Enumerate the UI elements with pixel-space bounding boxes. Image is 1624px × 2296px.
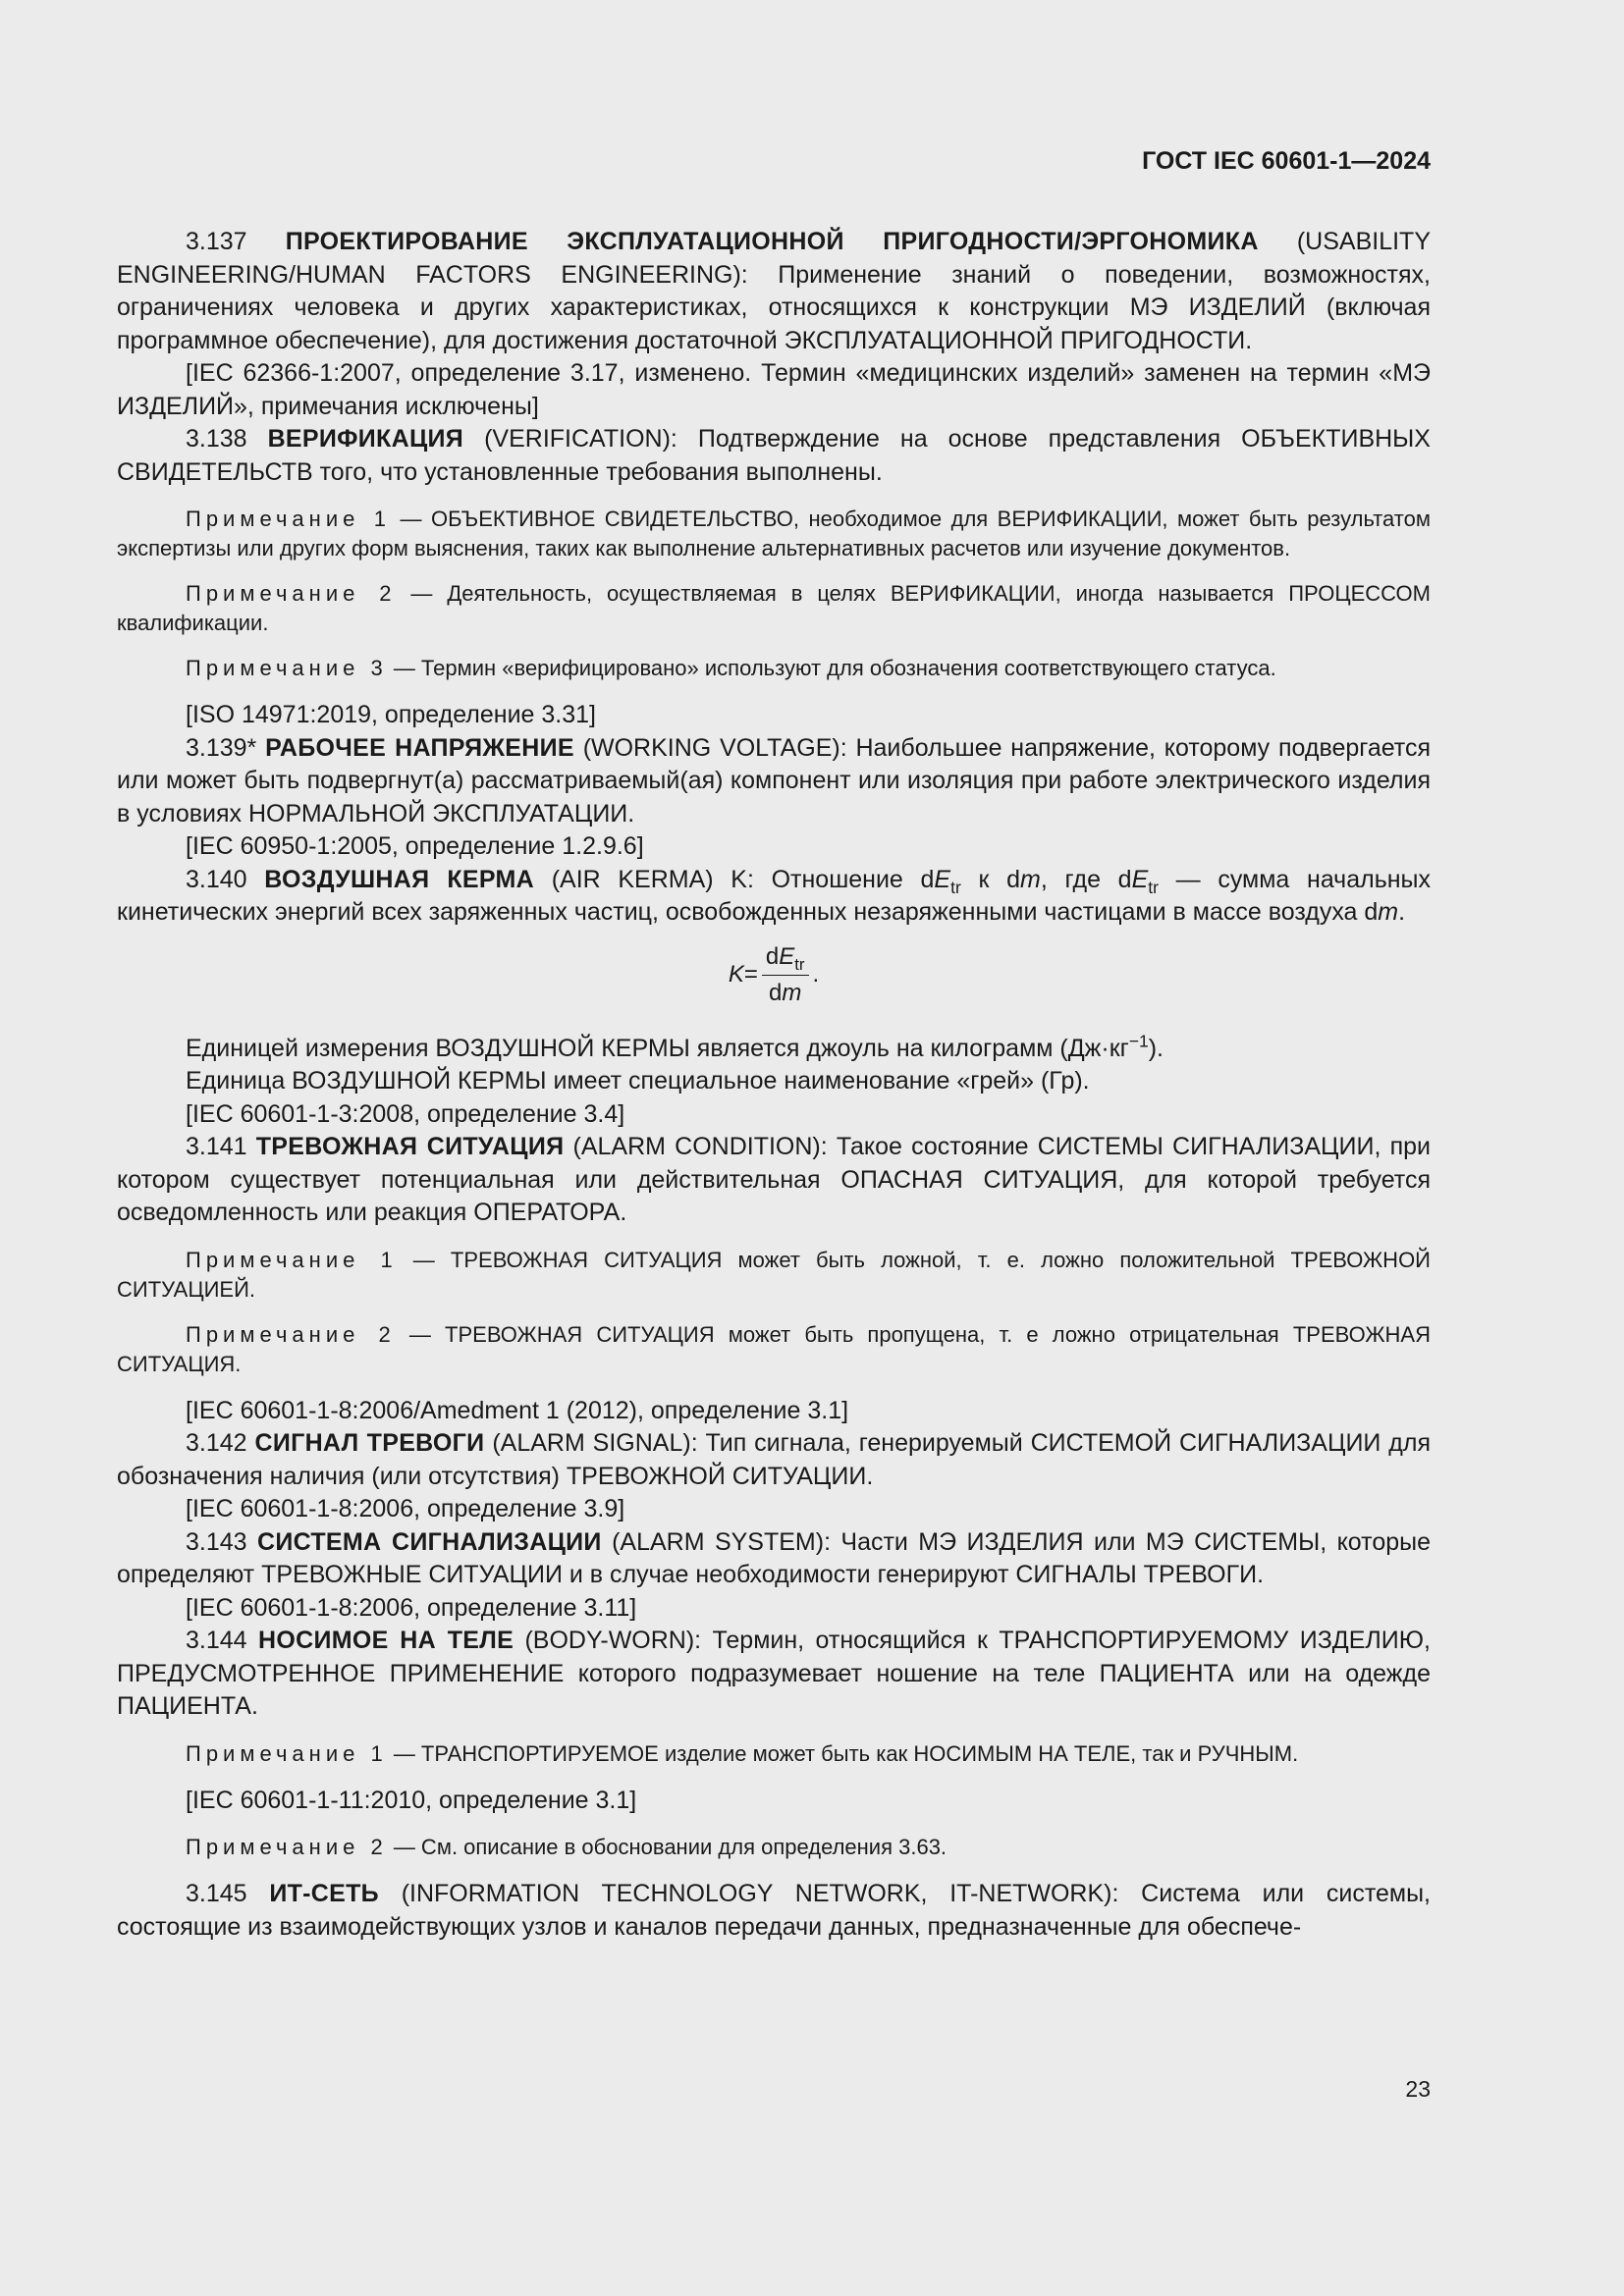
document-code-header: ГОСТ IEC 60601-1—2024: [1142, 147, 1431, 175]
formula-m: m: [782, 979, 802, 1006]
term-title: ВЕРИФИКАЦИЯ: [267, 425, 464, 453]
term-title: СИГНАЛ ТРЕВОГИ: [254, 1429, 485, 1457]
note-label: Примечание 2: [186, 581, 397, 606]
fraction-numerator: [762, 943, 809, 976]
note-label: Примечание 2: [186, 1835, 388, 1859]
note-label: Примечание 2: [186, 1321, 396, 1347]
formula-d: d: [769, 979, 783, 1006]
term-number: 3.145: [186, 1880, 247, 1907]
definition-3-141: [117, 1131, 1431, 1230]
note-text: — ТРЕВОЖНАЯ СИТУАЦИЯ может быть пропущена, т. е ложно отрицательная ТРЕВОЖНАЯ СИТУАЦИЯ.: [117, 1321, 1431, 1376]
note: [117, 1739, 1431, 1769]
unit-text: Единицей измерения ВОЗДУШНОЙ КЕРМЫ является джоуль на килограмм (Дж·кг: [186, 1034, 1129, 1062]
definition-3-145: [117, 1878, 1431, 1944]
term-number: 3.137: [186, 228, 247, 255]
note-text: — См. описание в обосновании для определения 3.63.: [393, 1835, 947, 1859]
term-definition: (ALARM SIGNAL): Тип сигнала, генерируемый СИСТЕМОЙ СИГНАЛИЗАЦИИ для обозначения наличия (или отсутствия) ТРЕВОЖНОЙ СИТУАЦИИ.: [117, 1429, 1431, 1490]
term-number: 3.144: [186, 1627, 247, 1654]
formula-e: E: [779, 942, 795, 970]
page-number: 23: [1405, 2076, 1431, 2102]
source-reference: [IEC 60601-1-3:2008, определение 3.4]: [186, 1099, 625, 1128]
term-title: ТРЕВОЖНАЯ СИТУАЦИЯ: [255, 1133, 565, 1160]
term-title: СИСТЕМА СИГНАЛИЗАЦИИ: [256, 1527, 602, 1556]
note-text: — ТРАНСПОРТИРУЕМОЕ изделие может быть как НОСИМЫМ НА ТЕЛЕ, так и РУЧНЫМ.: [393, 1740, 1299, 1766]
term-definition: (BODY-WORN): Термин, относящийся к ТРАНСПОРТИРУЕМОМУ ИЗДЕЛИЮ, ПРЕДУСМОТРЕННОЕ ПРИМЕНЕНИЕ которого подразумевает ношение на теле ПАЦИЕНТА или на одежде ПАЦИЕНТА.: [117, 1627, 1431, 1720]
source-reference: [IEC 60601-1-11:2010, определение 3.1]: [186, 1786, 637, 1814]
note-label: Примечание 1: [186, 507, 392, 531]
note-text: — Деятельность, осуществляемая в целях ВЕРИФИКАЦИИ, иногда называется ПРОЦЕССОМ квалификации.: [117, 581, 1431, 635]
term-number: 3.142: [186, 1429, 247, 1457]
term-number: 3.141: [186, 1133, 247, 1160]
note: [117, 579, 1431, 638]
term-title: ИТ-СЕТЬ: [269, 1880, 379, 1907]
term-number: 3.138: [186, 425, 247, 453]
note-label: Примечание 3: [186, 656, 388, 680]
term-title: НОСИМОЕ НА ТЕЛЕ: [257, 1627, 514, 1654]
subscript-tr: tr: [950, 877, 961, 897]
definition-3-143: [117, 1526, 1431, 1592]
unit-name-statement: Единица ВОЗДУШНОЙ КЕРМЫ имеет специальное наименование «грей» (Гр).: [186, 1067, 1090, 1095]
definition-3-138: [117, 423, 1431, 489]
term-definition-part: , где d: [1040, 865, 1132, 893]
term-number: 3.140: [186, 865, 247, 893]
formula-air-kerma: [117, 943, 1431, 1007]
term-number: 3.139*: [186, 733, 257, 762]
source-reference: [IEC 60950-1:2005, определение 1.2.9.6]: [186, 832, 644, 860]
symbol-e: E: [934, 865, 951, 893]
fraction-denominator: [765, 976, 805, 1007]
formula-k: K: [728, 961, 744, 988]
source-reference: [IEC 62366-1:2007, определение 3.17, изменено. Термин «медицинских изделий» заменен на термин «МЭ ИЗДЕЛИЙ», примечания исключены]: [117, 359, 1431, 420]
definition-3-137: [117, 226, 1431, 357]
note: [117, 1320, 1431, 1379]
symbol-m: m: [1020, 865, 1041, 893]
term-definition: (VERIFICATION): Подтверждение на основе представления ОБЪЕКТИВНЫХ СВИДЕТЕЛЬСТВ того, что установленные требования выполнены.: [117, 425, 1431, 486]
term-title: ПРОЕКТИРОВАНИЕ ЭКСПЛУАТАЦИОННОЙ ПРИГОДНОСТИ/ЭРГОНОМИКА: [285, 228, 1259, 255]
formula-d: d: [765, 942, 780, 970]
symbol-e: E: [1131, 865, 1149, 893]
note: [117, 505, 1431, 563]
term-title: ВОЗДУШНАЯ КЕРМА: [264, 865, 534, 893]
definition-3-144: [117, 1625, 1431, 1724]
formula-equals: =: [743, 961, 758, 988]
note: [117, 1833, 1431, 1862]
source-reference: [IEC 60601-1-8:2006/Amedment 1 (2012), определение 3.1]: [186, 1396, 849, 1424]
term-definition-part: к d: [960, 865, 1021, 893]
term-definition: (WORKING VOLTAGE): Наибольшее напряжение, которому подвергается или может быть подвергнут(а) рассматриваемый(ая) компонент или изоляция при работе электрического изделия в условиях НОРМАЛЬНОЙ ЭКСПЛУАТАЦИИ.: [117, 733, 1432, 828]
term-definition: (ALARM CONDITION): Такое состояние СИСТЕМЫ СИГНАЛИЗАЦИИ, при котором существует потенциальная или действительная ОПАСНАЯ СИТУАЦИЯ, для которой требуется осведомленность или реакция ОПЕРАТОРА.: [117, 1133, 1431, 1226]
fraction: [762, 943, 809, 1007]
note: [117, 654, 1431, 683]
term-definition: (ALARM SYSTEM): Части МЭ ИЗДЕЛИЯ или МЭ СИСТЕМЫ, которые определяют ТРЕВОЖНЫЕ СИТУАЦИИ и в случае необходимости генерируют СИГНАЛЫ ТРЕВОГИ.: [117, 1527, 1431, 1588]
note-text: — ТРЕВОЖНАЯ СИТУАЦИЯ может быть ложной, т. е. ложно положительной ТРЕВОЖНОЙ СИТУАЦИЕЙ.: [117, 1247, 1431, 1302]
source-reference: [ISO 14971:2019, определение 3.31]: [186, 701, 597, 728]
definition-3-140: [117, 864, 1431, 930]
note-text: — ОБЪЕКТИВНОЕ СВИДЕТЕЛЬСТВО, необходимое для ВЕРИФИКАЦИИ, может быть результатом экспертизы или других форм выяснения, таких как выполнение альтернативных расчетов или изучение документов.: [117, 507, 1431, 561]
unit-text-end: ).: [1148, 1034, 1164, 1062]
term-number: 3.143: [186, 1527, 247, 1556]
source-reference: [IEC 60601-1-8:2006, определение 3.11]: [186, 1593, 637, 1622]
page-content: [117, 226, 1431, 1944]
note-label: Примечание 1: [186, 1247, 398, 1272]
unit-statement: [117, 1033, 1431, 1066]
unit-exponent: −1: [1128, 1031, 1149, 1051]
definition-3-142: [117, 1427, 1431, 1493]
term-definition: (INFORMATION TECHNOLOGY NETWORK, IT-NETWORK): Система или системы, состоящие из взаимодействующих узлов и каналов передачи данных, предназначенные для обеспече-: [117, 1880, 1431, 1941]
term-definition-part: (AIR KERMA) K: Отношение d: [551, 865, 935, 893]
note-label: Примечание 1: [186, 1740, 388, 1766]
term-definition: (USABILITY ENGINEERING/HUMAN FACTORS ENGINEERING): Применение знаний о поведении, возможностях, ограничениях человека и других характеристиках, относящихся к конструкции МЭ ИЗДЕЛИЙ (включая программное обеспечение), для достижения достаточной ЭКСПЛУАТАЦИОННОЙ ПРИГОДНОСТИ.: [117, 228, 1431, 354]
definition-3-139: [117, 732, 1431, 831]
formula-period: .: [812, 961, 820, 988]
term-definition-part: — сумма начальных кинетических энергий всех заряженных частиц, освобожденных незаряженными частицами в массе воздуха d: [117, 865, 1431, 926]
symbol-m: m: [1378, 898, 1399, 926]
term-definition-part: .: [1398, 898, 1406, 926]
subscript-tr: tr: [1148, 877, 1159, 897]
formula-subscript-tr: tr: [794, 954, 805, 974]
term-title: РАБОЧЕЕ НАПРЯЖЕНИЕ: [265, 733, 574, 762]
note-text: — Термин «верифицировано» используют для обозначения соответствующего статуса.: [393, 656, 1276, 680]
note: [117, 1246, 1431, 1305]
source-reference: [IEC 60601-1-8:2006, определение 3.9]: [186, 1495, 625, 1522]
